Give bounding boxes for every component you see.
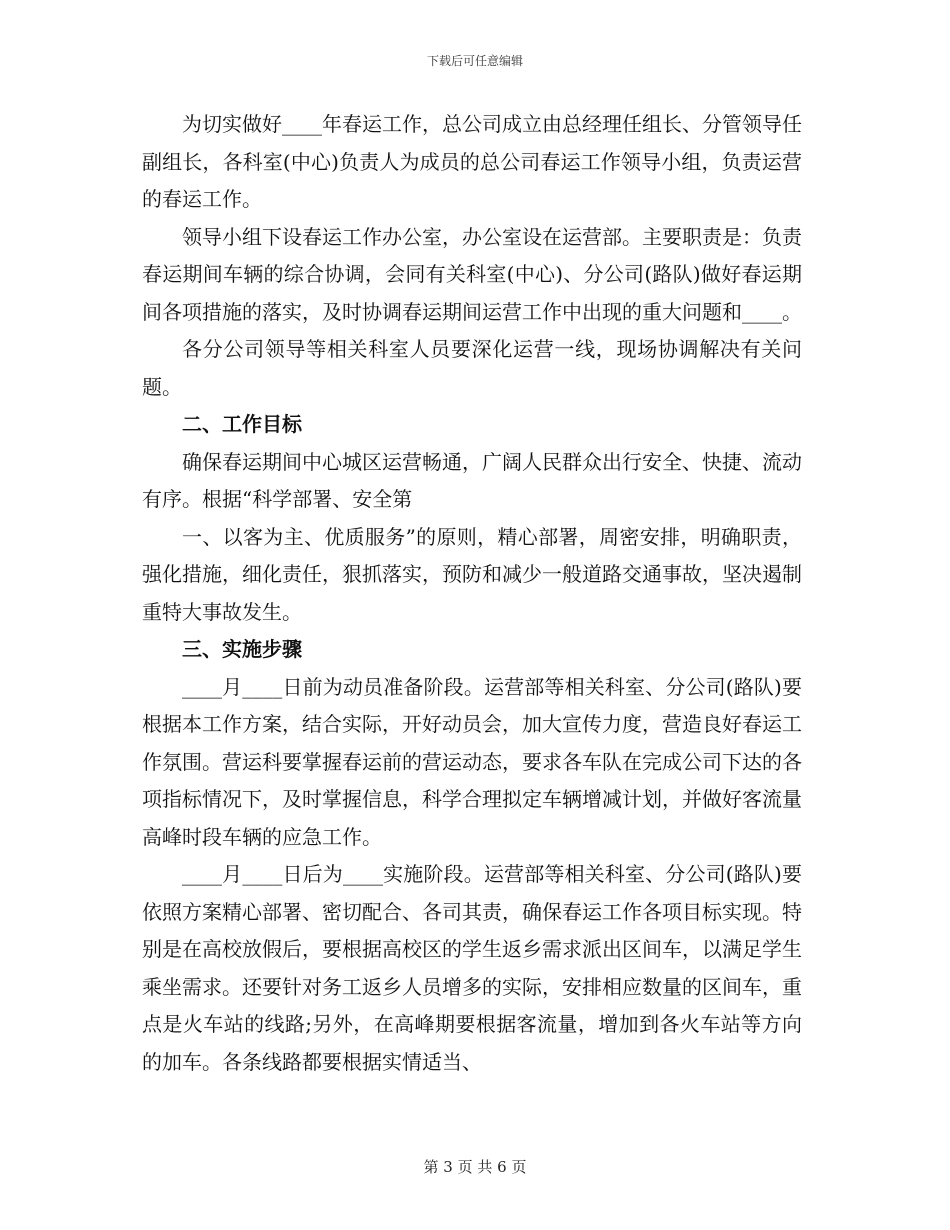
page-header: 下载后可任意编辑: [426, 54, 523, 68]
paragraph: ____月____日前为动员准备阶段。运营部等相关科室、分公司(路队)要根据本工作方案，结合实际，开好动员会，加大宣传力度，营造良好春运工作氛围。营运科要掌握春运前的营运动态，要求各车队在完成公司下达的各项指标情况下，及时掌握信息，科学合理拟定车辆增减计划，并做好客流量高峰时段车辆的应急工作。: [142, 674, 802, 849]
section-heading: 二、工作目标: [182, 412, 302, 436]
paragraph: 为切实做好____年春运工作，总公司成立由总经理任组长、分管领导任副组长，各科室(中心)负责人为成员的总公司春运工作领导小组，负责运营的春运工作。: [142, 112, 802, 211]
paragraph: 确保春运期间中心城区运营畅通，广阔人民群众出行安全、快捷、流动有序。根据“科学部署、安全第: [142, 449, 802, 511]
paragraph: 各分公司领导等相关科室人员要深化运营一线，现场协调解决有关问题。: [142, 337, 802, 399]
page-footer: 第 3 页 共 6 页: [423, 1158, 527, 1176]
document-body: [142, 106, 802, 1081]
section-heading: 三、实施步骤: [182, 637, 302, 661]
paragraph: 领导小组下设春运工作办公室，办公室设在运营部。主要职责是：负责春运期间车辆的综合协调，会同有关科室(中心)、分公司(路队)做好春运期间各项措施的落实，及时协调春运期间运营工作中出现的重大问题和____。: [142, 224, 802, 324]
paragraph: 一、以客为主、优质服务”的原则，精心部署，周密安排，明确职责，强化措施，细化责任，狠抓落实，预防和减少一般道路交通事故，坚决遏制重特大事故发生。: [142, 524, 802, 624]
paragraph: ____月____日后为____实施阶段。运营部等相关科室、分公司(路队)要依照方案精心部署、密切配合、各司其责，确保春运工作各项目标实现。特别是在高校放假后，要根据高校区的学生返乡需求派出区间车，以满足学生乘坐需求。还要针对务工返乡人员增多的实际，安排相应数量的区间车，重点是火车站的线路;另外，在高峰期要根据客流量，增加到各火车站等方向的加车。各条线路都要根据实情适当、: [142, 862, 802, 1074]
